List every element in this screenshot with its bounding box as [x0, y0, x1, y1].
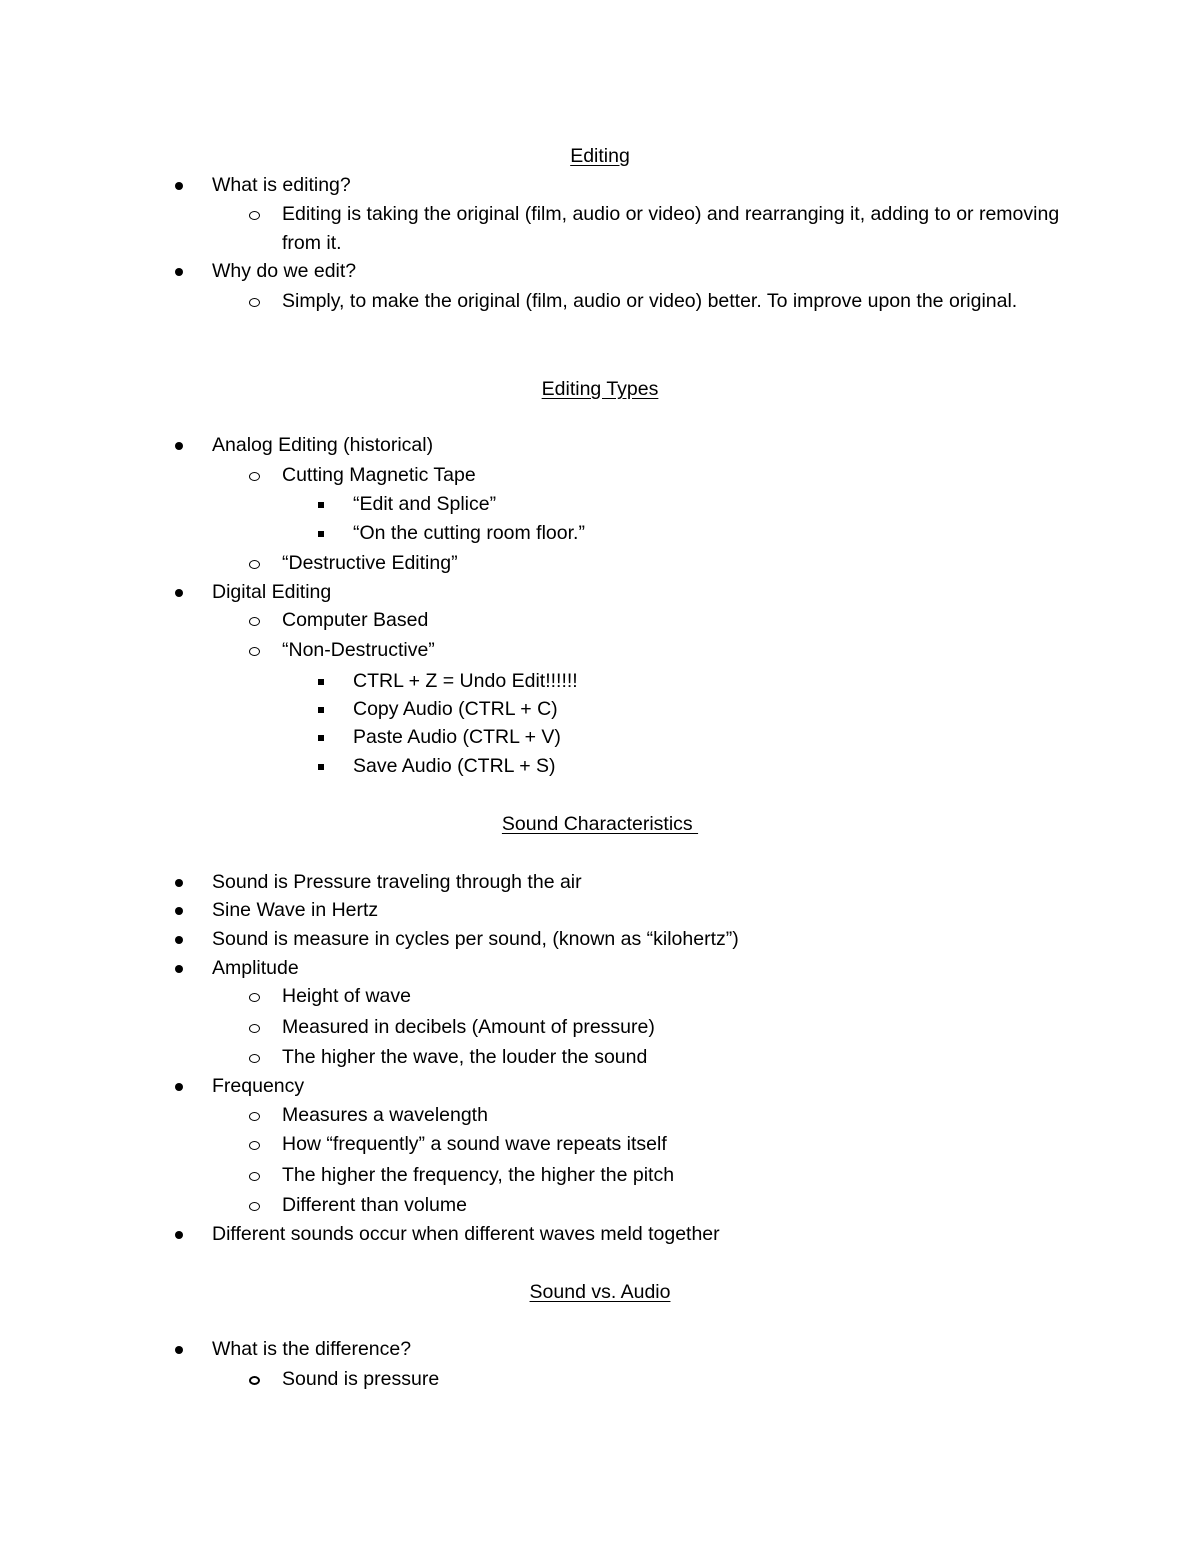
list-item: “Edit and Splice”: [0, 490, 1200, 519]
circle-bullet-icon: [249, 298, 260, 307]
list-item: Why do we edit?: [0, 257, 1200, 286]
list-item: Different than volume: [0, 1191, 1200, 1220]
list-item: What is the difference?: [0, 1335, 1200, 1364]
circle-bullet-icon: [249, 472, 260, 481]
section-heading-sound-characteristics: Sound Characteristics: [501, 813, 699, 835]
bullet-icon: [175, 1346, 183, 1354]
list-item: “On the cutting room floor.”: [0, 519, 1200, 548]
circle-bullet-icon: [249, 1202, 260, 1211]
bullet-icon: [175, 879, 183, 887]
bullet-icon: [175, 965, 183, 973]
square-bullet-icon: [318, 707, 324, 713]
list-item: How “frequently” a sound wave repeats itself: [0, 1130, 1200, 1159]
circle-bullet-icon: [249, 1054, 260, 1063]
bullet-icon: [175, 268, 183, 276]
bullet-icon: [175, 1231, 183, 1239]
bullet-icon: [175, 182, 183, 190]
list-item: Digital Editing: [0, 578, 1200, 607]
circle-bullet-icon: [249, 993, 260, 1002]
list-item: “Destructive Editing”: [0, 549, 1200, 578]
list-item: What is editing?: [0, 171, 1200, 200]
list-item: Sound is pressure: [0, 1365, 1200, 1394]
list-item: Paste Audio (CTRL + V): [0, 723, 1200, 752]
bullet-icon: [175, 442, 183, 450]
square-bullet-icon: [318, 735, 324, 741]
list-item: The higher the wave, the louder the sound: [0, 1043, 1200, 1072]
list-item: CTRL + Z = Undo Edit!!!!!!: [0, 667, 1200, 696]
circle-bullet-icon: [249, 1112, 260, 1121]
list-item: Height of wave: [0, 982, 1200, 1011]
list-item: Editing is taking the original (film, audio or video) and rearranging it, adding to or removing from it.: [282, 203, 1060, 254]
bullet-icon: [175, 936, 183, 944]
list-item: Sine Wave in Hertz: [0, 896, 1200, 925]
list-item: Measured in decibels (Amount of pressure): [0, 1013, 1200, 1042]
bullet-icon: [175, 907, 183, 915]
circle-bullet-icon: [249, 1172, 260, 1181]
circle-bullet-icon: [249, 560, 260, 569]
circle-bullet-icon: [249, 211, 260, 220]
circle-bullet-icon: [249, 1141, 260, 1150]
circle-bullet-icon: [249, 617, 260, 626]
circle-bullet-icon: [249, 647, 260, 656]
list-item: Amplitude: [0, 954, 1200, 983]
list-item: Computer Based: [0, 606, 1200, 635]
square-bullet-icon: [318, 531, 324, 537]
square-bullet-icon: [318, 679, 324, 685]
list-item: Analog Editing (historical): [0, 431, 1200, 460]
list-item: Sound is Pressure traveling through the air: [0, 868, 1200, 897]
list-item: Measures a wavelength: [0, 1101, 1200, 1130]
section-heading-editing-types: Editing Types: [541, 378, 659, 400]
section-heading-editing: Editing: [570, 145, 630, 167]
square-bullet-icon: [318, 502, 324, 508]
list-item: Cutting Magnetic Tape: [0, 461, 1200, 490]
list-item: Copy Audio (CTRL + C): [0, 695, 1200, 724]
square-bullet-icon: [318, 764, 324, 770]
bullet-icon: [175, 1083, 183, 1091]
bullet-icon: [175, 589, 183, 597]
list-item: Sound is measure in cycles per sound, (known as “kilohertz”): [0, 925, 1200, 954]
list-item: “Non-Destructive”: [0, 636, 1200, 665]
list-item: The higher the frequency, the higher the pitch: [0, 1161, 1200, 1190]
list-item: Simply, to make the original (film, audio or video) better. To improve upon the original.: [282, 290, 1018, 312]
circle-bullet-icon: [249, 1024, 260, 1033]
list-item: Frequency: [0, 1072, 1200, 1101]
list-item: Different sounds occur when different waves meld together: [0, 1220, 1200, 1249]
circle-bullet-icon: [249, 1376, 260, 1385]
section-heading-sound-vs-audio: Sound vs. Audio: [529, 1281, 671, 1303]
list-item: Save Audio (CTRL + S): [0, 752, 1200, 781]
